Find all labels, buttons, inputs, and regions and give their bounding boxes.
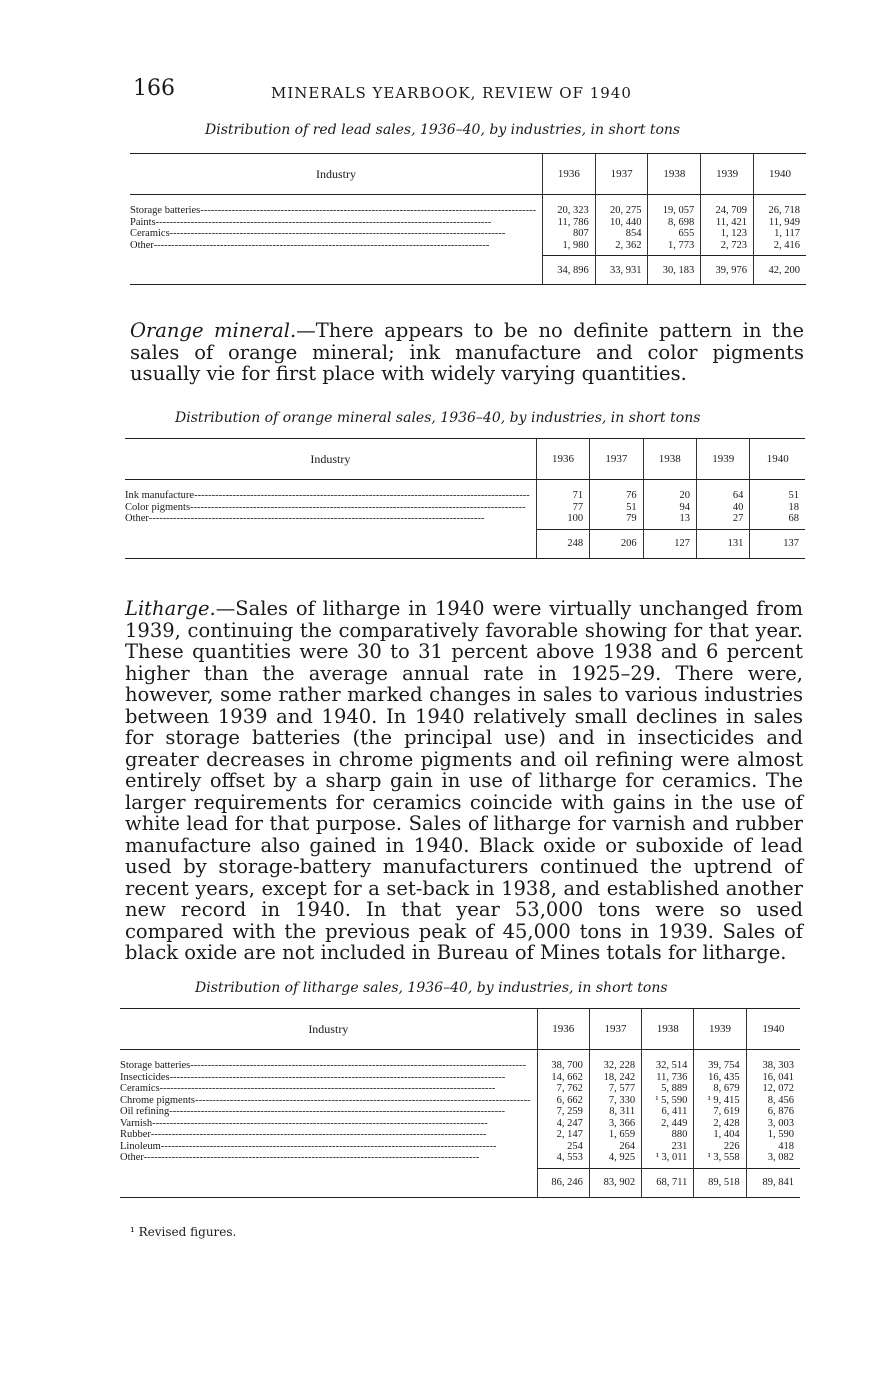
table-value: 4, 553 xyxy=(556,1152,583,1163)
table-value: 226 xyxy=(723,1140,740,1152)
table-header xyxy=(130,154,806,195)
industry-name: Storage batteries ----- xyxy=(130,205,536,217)
table-value: 11, 786 xyxy=(557,216,589,228)
industry-column-header: Industry xyxy=(120,1009,537,1050)
header-row xyxy=(120,1009,800,1050)
table-value: 1, 659 xyxy=(608,1129,636,1140)
year-column-header: 1940 xyxy=(754,154,807,195)
table-value: 27 xyxy=(732,513,744,524)
table-body xyxy=(130,195,806,285)
litharge-lead: Litharge. xyxy=(125,597,216,620)
table-value: 68 xyxy=(788,513,799,524)
total-value: 127 xyxy=(643,529,696,558)
year-column-header: 1938 xyxy=(643,439,696,480)
table-value: 3, 003 xyxy=(767,1117,794,1129)
orange-mineral-lead: Orange mineral. xyxy=(130,319,297,342)
value-cell xyxy=(754,195,807,256)
total-value: 30, 183 xyxy=(648,256,701,285)
industry-name: Ceramics ----- xyxy=(130,228,536,240)
table-header xyxy=(125,439,805,480)
table-value: 20, 275 xyxy=(609,205,642,216)
table-value: 38, 303 xyxy=(762,1060,794,1071)
table-value: 71 xyxy=(572,490,584,501)
table-value: 13 xyxy=(679,513,690,524)
table-value: 4, 247 xyxy=(556,1117,583,1129)
orange-mineral-text: —There appears to be no definite pattern in the sales of orange mineral; ink manufacture and color pigments usually vie for first place with widely varying quantities. xyxy=(130,319,804,385)
year-column-header: 1936 xyxy=(536,439,589,480)
industry-name: Oil refining ----- xyxy=(120,1106,531,1118)
value-cell xyxy=(590,480,643,530)
total-row xyxy=(125,529,805,558)
value-cell xyxy=(642,1050,694,1169)
table-value: 12, 072 xyxy=(762,1083,794,1094)
value-cell xyxy=(542,195,595,256)
value-cell xyxy=(694,1050,746,1169)
table-value: ¹ 5, 590 xyxy=(655,1094,688,1106)
table-value: 11, 949 xyxy=(768,216,800,228)
table-value: 6, 411 xyxy=(661,1106,688,1117)
table-value: 39, 754 xyxy=(708,1060,740,1071)
table-header xyxy=(120,1009,800,1050)
total-value: 131 xyxy=(696,529,749,558)
table-value: 18, 242 xyxy=(603,1071,636,1083)
year-column-header: 1938 xyxy=(642,1009,694,1050)
value-cell xyxy=(696,480,749,530)
table-value: 3, 366 xyxy=(608,1117,636,1129)
table-value: 8, 456 xyxy=(767,1094,794,1106)
total-value: 68, 711 xyxy=(642,1168,694,1197)
table-value: 1, 117 xyxy=(774,228,800,239)
table-value: 7, 259 xyxy=(556,1106,583,1117)
table-body xyxy=(120,1050,800,1198)
table-value: 38, 700 xyxy=(551,1060,583,1071)
table-row xyxy=(120,1050,800,1169)
page-number: 166 xyxy=(133,76,175,101)
total-row xyxy=(130,256,806,285)
year-column-header: 1940 xyxy=(746,1009,800,1050)
industry-name: Color pigments ----- xyxy=(125,502,530,514)
table-value: 4, 925 xyxy=(608,1152,636,1163)
year-column-header: 1939 xyxy=(696,439,749,480)
value-cell xyxy=(589,1050,641,1169)
table-value: 418 xyxy=(778,1140,794,1152)
header-row xyxy=(125,439,805,480)
table-value: 1, 404 xyxy=(713,1129,740,1140)
year-column-header: 1936 xyxy=(537,1009,589,1050)
litharge-table xyxy=(120,1008,800,1198)
industry-name: Other ----- xyxy=(120,1152,531,1164)
table-value: 7, 619 xyxy=(713,1106,740,1117)
table-value: 1, 773 xyxy=(667,239,695,251)
table-value: 2, 428 xyxy=(713,1117,740,1129)
table-body xyxy=(125,480,805,559)
total-value: 86, 246 xyxy=(537,1168,589,1197)
table-value: 8, 311 xyxy=(609,1106,636,1117)
table-value: 264 xyxy=(619,1140,636,1152)
table-value: 854 xyxy=(625,228,642,239)
total-value: 137 xyxy=(750,529,805,558)
table-value: 7, 330 xyxy=(608,1094,636,1106)
table-value: 655 xyxy=(678,228,695,239)
total-label-cell xyxy=(130,256,542,285)
total-row xyxy=(120,1168,800,1197)
industry-column-header: Industry xyxy=(125,439,536,480)
table-value: 40 xyxy=(732,501,744,513)
year-column-header: 1939 xyxy=(694,1009,746,1050)
table-value: 20, 323 xyxy=(557,205,589,216)
industry-column-header: Industry xyxy=(130,154,542,195)
industry-name: Insecticides ----- xyxy=(120,1072,531,1084)
table-value: 11, 421 xyxy=(715,216,747,228)
industry-cell xyxy=(120,1050,537,1169)
footnote: ¹ Revised figures. xyxy=(130,1225,237,1239)
table-value: 8, 698 xyxy=(667,216,695,228)
industry-name: Storage batteries ----- xyxy=(120,1060,531,1072)
red-lead-caption: Distribution of red lead sales, 1936–40, by industries, in short tons xyxy=(205,122,681,138)
table-value: 1, 590 xyxy=(767,1129,794,1140)
litharge-text: —Sales of litharge in 1940 were virtually unchanged from 1939, continuing the comparatively favorable showing for that year. These quantities were 30 to 31 percent above 1938 and 6 percent higher than the average annual rate in 1925–29. There were, however, some rather marked changes in sales to various industries between 1939 and 1940. In 1940 relatively small declines in sales for storage batteries (the principal use) and in insecticides and greater decreases in chrome pigments and oil refining were almost entirely offset by a sharp gain in use of litharge for ceramics. The larger requirements for ceramics coincide with gains in the use of white lead for that purpose. Sales of litharge for varnish and rubber manufacture also gained in 1940. Black oxide or suboxide of lead used by storage-battery manufacturers continued the uptrend of recent years, except for a set-back in 1938, and established another new record in 1940. In that year 53,000 tons were so used compared with the previous peak of 45,000 tons in 1939. Sales of black oxide are not included in Bureau of Mines totals for litharge. xyxy=(125,597,803,964)
total-value: 42, 200 xyxy=(754,256,807,285)
year-column-header: 1939 xyxy=(701,154,754,195)
total-label-cell xyxy=(120,1168,537,1197)
value-cell xyxy=(750,480,805,530)
orange-mineral-caption: Distribution of orange mineral sales, 1936–40, by industries, in short tons xyxy=(175,410,701,426)
year-column-header: 1937 xyxy=(590,439,643,480)
table-value: 1, 123 xyxy=(720,228,747,239)
table-value: 32, 514 xyxy=(655,1060,688,1071)
table-row xyxy=(125,480,805,530)
table-value: 79 xyxy=(626,513,637,524)
industry-cell xyxy=(125,480,536,530)
table-value: 5, 889 xyxy=(661,1083,688,1094)
table-value: ¹ 3, 558 xyxy=(707,1152,740,1163)
table-value: 14, 662 xyxy=(551,1071,583,1083)
table-value: 20 xyxy=(679,490,690,501)
table-value: 6, 876 xyxy=(767,1106,794,1117)
industry-name: Rubber ----- xyxy=(120,1129,531,1141)
industry-name: Chrome pigments ----- xyxy=(120,1095,531,1107)
table-value: 26, 718 xyxy=(768,205,800,216)
table-value: 3, 082 xyxy=(767,1152,794,1163)
table-value: 2, 449 xyxy=(661,1117,688,1129)
red-lead-table xyxy=(130,153,806,285)
table-value: 231 xyxy=(671,1140,688,1152)
table-value: 6, 662 xyxy=(556,1094,583,1106)
total-value: 89, 518 xyxy=(694,1168,746,1197)
industry-name: Linoleum ----- xyxy=(120,1141,531,1153)
table-value: 16, 041 xyxy=(762,1071,794,1083)
table-value: 2, 147 xyxy=(556,1129,583,1140)
industry-name: Ceramics ----- xyxy=(120,1083,531,1095)
table-value: 32, 228 xyxy=(603,1060,636,1071)
table-value: 11, 736 xyxy=(656,1071,688,1083)
value-cell xyxy=(536,480,589,530)
year-column-header: 1937 xyxy=(589,1009,641,1050)
value-cell xyxy=(595,195,648,256)
table-value: 76 xyxy=(626,490,637,501)
total-value: 33, 931 xyxy=(595,256,648,285)
table-value: 7, 762 xyxy=(556,1083,583,1094)
value-cell xyxy=(701,195,754,256)
table-value: 1, 980 xyxy=(562,239,589,251)
value-cell xyxy=(643,480,696,530)
table-value: 8, 679 xyxy=(713,1083,740,1094)
table-value: 24, 709 xyxy=(715,205,747,216)
table-value: 16, 435 xyxy=(708,1071,740,1083)
table-value: 880 xyxy=(671,1129,688,1140)
table-value: 51 xyxy=(788,490,799,501)
year-column-header: 1937 xyxy=(595,154,648,195)
year-column-header: 1938 xyxy=(648,154,701,195)
table-value: 18 xyxy=(788,501,799,513)
total-value: 89, 841 xyxy=(746,1168,800,1197)
table-value: 2, 723 xyxy=(720,239,747,251)
table-value: 254 xyxy=(567,1140,583,1152)
total-value: 34, 896 xyxy=(542,256,595,285)
total-value: 248 xyxy=(536,529,589,558)
table-value: 94 xyxy=(679,501,690,513)
total-value: 39, 976 xyxy=(701,256,754,285)
litharge-caption: Distribution of litharge sales, 1936–40, by industries, in short tons xyxy=(195,980,668,996)
industry-cell xyxy=(130,195,542,256)
total-value: 83, 902 xyxy=(589,1168,641,1197)
litharge-paragraph xyxy=(125,598,803,964)
table-value: ¹ 3, 011 xyxy=(655,1152,688,1163)
industry-name: Paints ----- xyxy=(130,217,536,229)
header-row xyxy=(130,154,806,195)
industry-name: Other ----- xyxy=(130,240,536,252)
table-value: 2, 362 xyxy=(615,239,642,251)
table-value: 7, 577 xyxy=(608,1083,636,1094)
table-value: 2, 416 xyxy=(773,239,800,251)
total-label-cell xyxy=(125,529,536,558)
value-cell xyxy=(746,1050,800,1169)
table-value: 51 xyxy=(626,501,637,513)
table-value: 77 xyxy=(572,501,584,513)
page-header xyxy=(133,76,803,108)
running-head: MINERALS YEARBOOK, REVIEW OF 1940 xyxy=(271,84,632,102)
table-row xyxy=(130,195,806,256)
value-cell xyxy=(648,195,701,256)
industry-name: Ink manufacture ----- xyxy=(125,490,530,502)
total-value: 206 xyxy=(590,529,643,558)
orange-mineral-table xyxy=(125,438,805,559)
year-column-header: 1936 xyxy=(542,154,595,195)
year-column-header: 1940 xyxy=(750,439,805,480)
table-value: 10, 440 xyxy=(609,216,642,228)
table-value: ¹ 9, 415 xyxy=(707,1094,740,1106)
industry-name: Other ----- xyxy=(125,513,530,525)
table-value: 100 xyxy=(567,513,584,524)
table-value: 64 xyxy=(732,490,744,501)
table-value: 807 xyxy=(572,228,589,239)
industry-name: Varnish ----- xyxy=(120,1118,531,1130)
value-cell xyxy=(537,1050,589,1169)
orange-mineral-paragraph xyxy=(130,320,804,385)
table-value: 19, 057 xyxy=(662,205,695,216)
